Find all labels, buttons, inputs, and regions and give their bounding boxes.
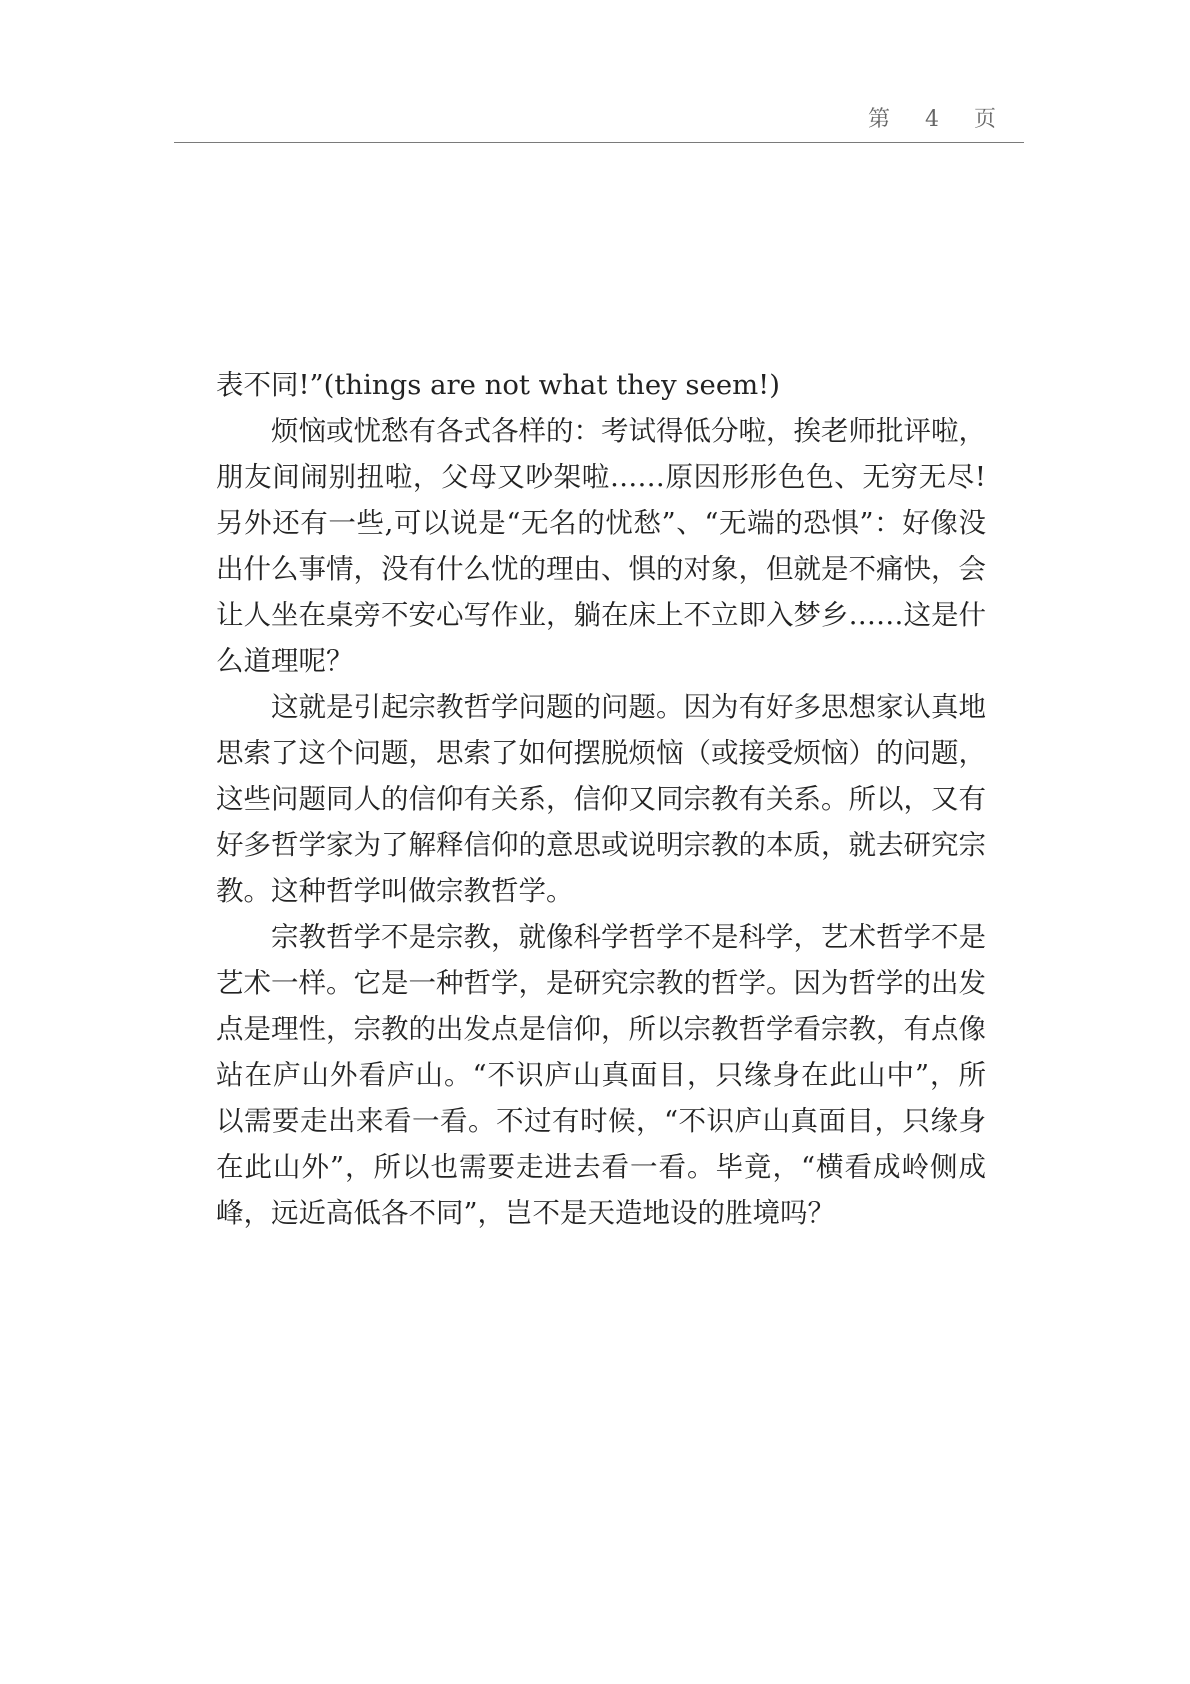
paragraph-philosophy-of-religion: 这就是引起宗教哲学问题的问题。因为有好多思想家认真地思索了这个问题，思索了如何摆脱烦恼（或接受烦恼）的问题，这些问题同人的信仰有关系，信仰又同宗教有关系。所以，又有好多哲学家为了解释信仰的意思或说明宗教的本质，就去研究宗教。这种哲学叫做宗教哲学。	[216, 691, 986, 907]
paragraph-lushan: 宗教哲学不是宗教，就像科学哲学不是科学，艺术哲学不是艺术一样。它是一种哲学，是研究宗教的哲学。因为哲学的出发点是理性，宗教的出发点是信仰，所以宗教哲学看宗教，有点像站在庐山外看庐山。“不识庐山真面目，只缘身在此山中”，所以需要走出来看一看。不过有时候，“不识庐山真面目，只缘身在此山外”，所以也需要走进去看一看。毕竟，“横看成岭侧成峰，远近高低各不同”，岂不是天造地设的胜境吗？	[216, 921, 986, 1229]
body-text	[216, 362, 986, 1236]
paragraph-worries: 烦恼或忧愁有各式各样的：考试得低分啦，挨老师批评啦，朋友间闹别扭啦，父母又吵架啦……原因形形色色、无穷无尽!另外还有一些,可以说是“无名的忧愁”、“无端的恐惧”：好像没出什么事情，没有什么忧的理由、惧的对象，但就是不痛快，会让人坐在桌旁不安心写作业，躺在床上不立即入梦乡……这是什么道理呢？	[216, 415, 986, 677]
paragraph-continuation: 表不同!”(things are not what they seem!)	[216, 369, 780, 401]
page-header	[174, 100, 1024, 143]
page-number: 第 4 页	[868, 107, 1010, 132]
